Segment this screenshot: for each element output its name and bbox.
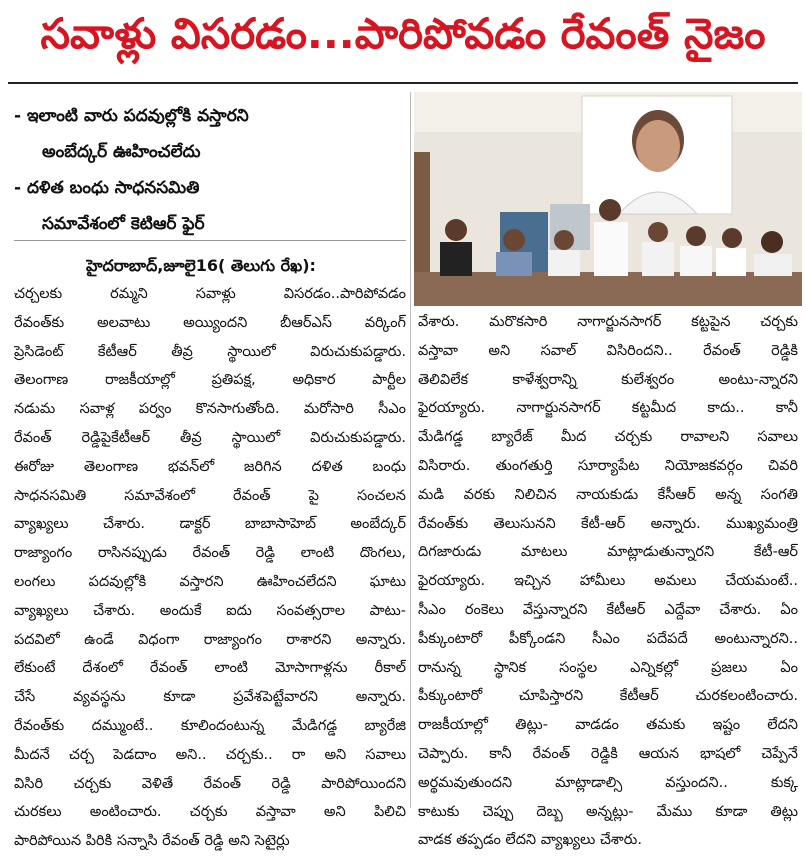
text-line: చర్చలకు రమ్మని సవాళ్లు విసరడం..పారిపోవడం bbox=[14, 286, 406, 302]
subhead-2: అంబేద్కర్ ఊహించలేదు bbox=[42, 142, 201, 162]
news-photo bbox=[414, 92, 802, 306]
text-line: దిగజారుడు మాటలు మాట్లాడుతున్నారని కేటీ-ఆర్ bbox=[418, 544, 798, 561]
text-line: కాటుకు చెప్పు దెబ్బ అన్నట్లు- మేము కూడా తిట్లు bbox=[418, 803, 798, 820]
text-line: అర్థమవుతుందని మాట్లాడాల్సి వస్తుందని.. కుక్క bbox=[418, 774, 798, 791]
text-line: చురకలు అంటించారు. చర్చకు వస్తావా అని పిలిచి bbox=[14, 804, 406, 821]
subhead-rule bbox=[14, 240, 406, 241]
text-line: సీఎం రంకెలు వేస్తున్నారని కేటీఆర్ ఎద్దేవా చేశారు. ఏం bbox=[418, 601, 798, 618]
text-line: మేడిగడ్డ బ్యారేజ్ మీద చర్చకు రావాలని సవాలు bbox=[418, 429, 798, 446]
text-line: వాడక తప్పడం లేదని వ్యాఖ్యలు చేశారు. bbox=[418, 832, 642, 849]
text-line: మీదనే చర్చ పెడదాం అని.. చర్చకు.. రా అని సవాలు bbox=[14, 746, 406, 763]
text-line: వ్యాఖ్యలు చేశారు. అందుకే ఐదు సంవత్సరాల పాటు- bbox=[14, 602, 406, 619]
text-line: తెలంగాణ రాజకీయాల్లో ప్రతిపక్ష, అధికార పార్టీల bbox=[14, 372, 406, 389]
text-line: చెప్పారు. కానీ రేవంత్ రెడ్డికి ఆయన భాషలో చెప్పేనే bbox=[418, 745, 798, 762]
text-line: పీక్కుంటారో చూపిస్తారని కేటీఆర్ చురకలంటించారు. bbox=[418, 688, 798, 705]
meeting-photo-illustration bbox=[414, 92, 802, 306]
text-line: రేవంత్‌కు తెలుసునని కేటీ-ఆర్ అన్నారు. ముఖ్యమంత్రి bbox=[418, 515, 798, 532]
text-line: ఈరోజు తెలంగాణ భవన్‌లో జరిగిన దళిత బంధు bbox=[14, 458, 406, 475]
text-line: పారిపోయిన పిరికి సన్నాసి రేవంత్ రెడ్డి అని సెటైర్లు bbox=[14, 833, 290, 850]
text-line: విసిరి చర్చకు వెళితే రేవంత్ రెడ్డి పారిపోయిందని bbox=[14, 775, 406, 792]
right-column bbox=[418, 308, 798, 855]
subhead-1: - ఇలాంటి వారు పదవుల్లోకి వస్తారని bbox=[14, 106, 249, 126]
text-line: పీక్కుంటారో పీక్కోండని సీఎం పదేపదే అంటున్నారని.. bbox=[418, 630, 798, 647]
text-line: నడుమ సవాళ్ల పర్వం కొనసాగుతోంది. మరోసారి సీఎం bbox=[14, 401, 406, 418]
subhead-3: - దళిత బంధు సాధనసమితి bbox=[14, 178, 200, 198]
text-line: పదవిలో ఉండే విధంగా రాజ్యాంగం రాశారని అన్నారు. bbox=[14, 631, 406, 648]
text-line: లేకుంటే దేశంలో రేవంత్ లాంటి మోసాగాళ్లను రీకాల్ bbox=[14, 660, 406, 677]
text-line: ఫైరయ్యారు. ఇచ్చిన హామీలు అమలు చేయమంటే.. bbox=[418, 573, 798, 590]
text-line: సాధనసమితి సమావేశంలో రేవంత్ పై సంచలన bbox=[14, 487, 406, 504]
text-line: తెలివిలేక కాళేశ్వరాన్ని కులేశ్వరం అంటు-న్నారని bbox=[418, 371, 798, 388]
left-column bbox=[14, 280, 406, 856]
column-divider bbox=[410, 92, 411, 808]
dateline: హైదరాబాద్,జూలై16( తెలుగు రేఖ): bbox=[86, 256, 316, 275]
text-line: విసిరారు. తుంగతుర్తి సూర్యాపేట నియోజకవర్గం చివరి bbox=[418, 457, 798, 474]
text-line: మడి వరకు నిలిచిన నాయకుడు కేసీఆర్ అన్న సంగతి bbox=[418, 486, 798, 503]
subheads bbox=[14, 98, 410, 242]
headline-rule bbox=[8, 82, 798, 84]
text-line: చేసే వ్యవస్థను కూడా ప్రవేశపెట్టేవారని అన్నారు. bbox=[14, 689, 406, 706]
text-line: లంగలు పదవుల్లోకి వస్తారని ఊహించలేదని ఘాటు bbox=[14, 573, 406, 590]
text-line: వస్తావా అని సవాల్ విసిరిందని.. రేవంత్ రెడ్డికి bbox=[418, 342, 798, 359]
text-line: రేవంత్ రెడ్డిపైకేటీఆర్ తీవ్ర స్థాయిలో విరుచుకుపడ్డారు. bbox=[14, 429, 406, 446]
headline: సవాళ్లు విసరడం...పారిపోవడం రేవంత్ నైజం bbox=[40, 9, 766, 58]
text-line: రానున్న స్థానిక సంస్థల ఎన్నికల్లో ప్రజలు ఏం bbox=[418, 659, 798, 676]
text-line: ప్రెసిడెంట్ కేటీఆర్ తీవ్ర స్థాయిలో విరుచుకుపడ్డారు. bbox=[14, 343, 406, 360]
text-line: రేవంత్‌కు దమ్ముంటే.. కూలిందంటున్న మేడిగడ్డ బ్యారేజి bbox=[14, 717, 406, 734]
text-line: రేవంత్‌కు అలవాటు అయ్యిందని బీఆర్ఎస్ వర్కింగ్ bbox=[14, 314, 406, 331]
text-line: వేశారు. మరొకసారి నాగార్జునసాగర్ కట్టపైన చర్చకు bbox=[418, 314, 798, 330]
text-line: ఫైరయ్యారు. నాగార్జునసాగర్ కట్టమీద కాదు.. కానీ bbox=[418, 400, 798, 417]
subhead-4: సమావేశంలో కెటిఆర్ ఫైర్ bbox=[42, 214, 205, 234]
text-line: వ్యాఖ్యలు చేశారు. డాక్టర్ బాబాసాహెబ్ అంబేద్కర్ bbox=[14, 516, 406, 533]
text-line: రాజకీయాల్లో తిట్లు- వాడడం తమకు ఇష్టం లేదని bbox=[418, 717, 798, 734]
text-line: రాజ్యాంగం రాసినప్పుడు రేవంత్ రెడ్డి లాంటి దొంగలు, bbox=[14, 545, 406, 562]
